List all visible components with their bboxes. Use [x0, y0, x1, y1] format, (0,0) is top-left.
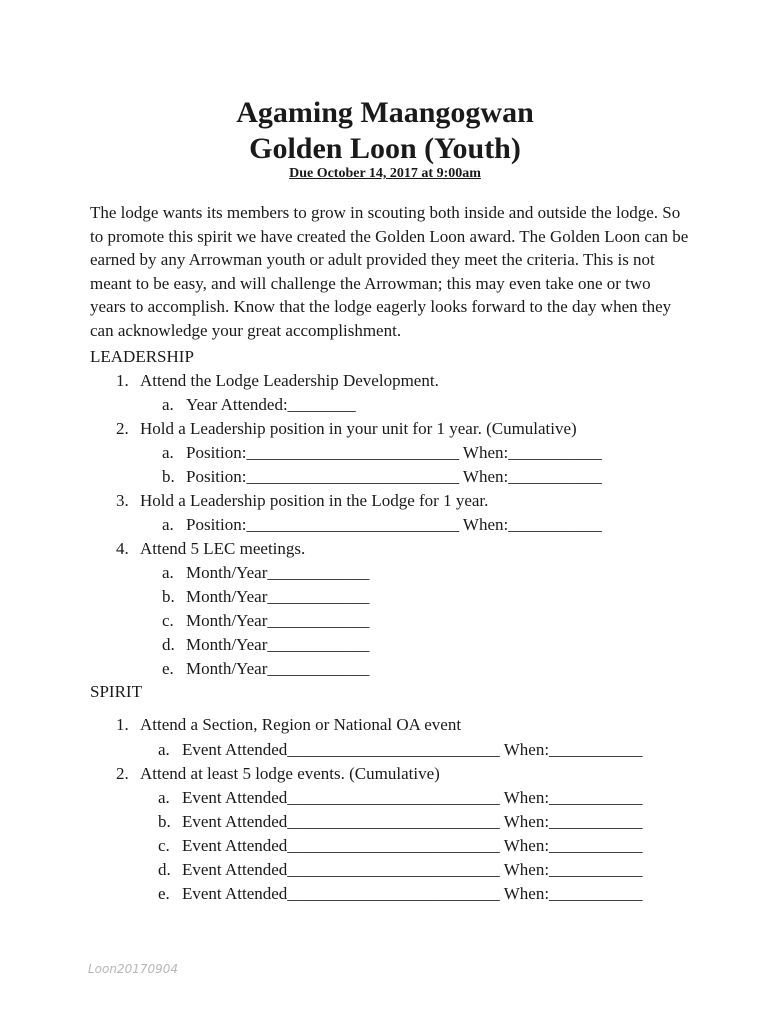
- fill-in-field: Position:_________________________ When:___________: [186, 515, 602, 534]
- item-number: 2.: [116, 764, 129, 783]
- sub-letter: e.: [158, 884, 170, 903]
- leadership-item-1: [116, 370, 439, 392]
- item-text: Hold a Leadership position in your unit for 1 year. (Cumulative): [140, 419, 577, 438]
- title-line-2: Golden Loon (Youth): [249, 132, 521, 165]
- leadership-item-4d: [162, 634, 369, 656]
- fill-in-field: Event Attended_________________________ When:___________: [182, 860, 643, 879]
- title-line-1: Agaming Maangogwan: [236, 96, 534, 129]
- sub-letter: a.: [162, 395, 174, 414]
- fill-in-field: Year Attended:________: [186, 395, 356, 414]
- spirit-heading: SPIRIT: [90, 682, 142, 701]
- spirit-item-2: [116, 763, 440, 785]
- spirit-item-2a: [158, 787, 643, 809]
- item-text: Attend a Section, Region or National OA event: [140, 715, 462, 734]
- sub-letter: a.: [162, 443, 174, 462]
- spirit-item-2b: [158, 811, 643, 833]
- leadership-item-4: [116, 538, 305, 560]
- leadership-item-4e: [162, 658, 369, 680]
- item-number: 2.: [116, 419, 129, 438]
- sub-letter: d.: [162, 635, 175, 654]
- fill-in-field: Event Attended_________________________ When:___________: [182, 812, 643, 831]
- item-text: Attend the Lodge Leadership Development.: [140, 371, 439, 390]
- footer-code: Loon20170904: [88, 962, 179, 976]
- sub-letter: b.: [162, 467, 175, 486]
- spirit-item-2e: [158, 883, 643, 905]
- sub-letter: e.: [162, 659, 174, 678]
- sub-letter: c.: [162, 611, 174, 630]
- fill-in-field: Month/Year____________: [186, 611, 370, 630]
- sub-letter: d.: [158, 860, 171, 879]
- leadership-item-3: [116, 490, 488, 512]
- leadership-item-4c: [162, 610, 369, 632]
- leadership-heading: LEADERSHIP: [90, 347, 194, 366]
- spirit-item-1a: [158, 739, 643, 761]
- fill-in-field: Position:_________________________ When:___________: [186, 467, 602, 486]
- item-text: Hold a Leadership position in the Lodge for 1 year.: [140, 491, 489, 510]
- fill-in-field: Event Attended_________________________ When:___________: [182, 740, 643, 759]
- sub-letter: a.: [158, 740, 170, 759]
- item-number: 3.: [116, 491, 129, 510]
- intro-paragraph: The lodge wants its members to grow in scouting both inside and outside the lodge. So to promote this spirit we have created the Golden Loon award. The Golden Loon can be earned by any Arrowman youth or adult provided they meet the criteria. This is not meant to be easy, and will challenge the Arrowman; this may even take one or two years to accomplish. Know that the lodge eagerly looks forward to the day when they can acknowledge your great accomplishment.: [90, 203, 689, 340]
- spirit-item-2d: [158, 859, 643, 881]
- item-number: 1.: [116, 715, 129, 734]
- fill-in-field: Month/Year____________: [186, 635, 370, 654]
- fill-in-field: Event Attended_________________________ When:___________: [182, 836, 643, 855]
- fill-in-field: Event Attended_________________________ When:___________: [182, 884, 643, 903]
- sub-letter: a.: [162, 515, 174, 534]
- leadership-item-4b: [162, 586, 369, 608]
- leadership-item-2a: [162, 442, 602, 464]
- fill-in-field: Event Attended_________________________ When:___________: [182, 788, 643, 807]
- sub-letter: a.: [162, 563, 174, 582]
- leadership-item-4a: [162, 562, 369, 584]
- item-text: Attend 5 LEC meetings.: [140, 539, 306, 558]
- leadership-item-2b: [162, 466, 602, 488]
- item-number: 1.: [116, 371, 129, 390]
- fill-in-field: Month/Year____________: [186, 587, 370, 606]
- due-date: Due October 14, 2017 at 9:00am: [289, 166, 481, 181]
- fill-in-field: Position:_________________________ When:___________: [186, 443, 602, 462]
- item-number: 4.: [116, 539, 129, 558]
- sub-letter: c.: [158, 836, 170, 855]
- item-text: Attend at least 5 lodge events. (Cumulative): [140, 764, 440, 783]
- spirit-item-2c: [158, 835, 643, 857]
- leadership-item-1a: [162, 394, 356, 416]
- fill-in-field: Month/Year____________: [186, 659, 370, 678]
- spirit-item-1: [116, 714, 461, 736]
- sub-letter: a.: [158, 788, 170, 807]
- leadership-item-2: [116, 418, 577, 440]
- sub-letter: b.: [158, 812, 171, 831]
- sub-letter: b.: [162, 587, 175, 606]
- leadership-item-3a: [162, 514, 602, 536]
- fill-in-field: Month/Year____________: [186, 563, 370, 582]
